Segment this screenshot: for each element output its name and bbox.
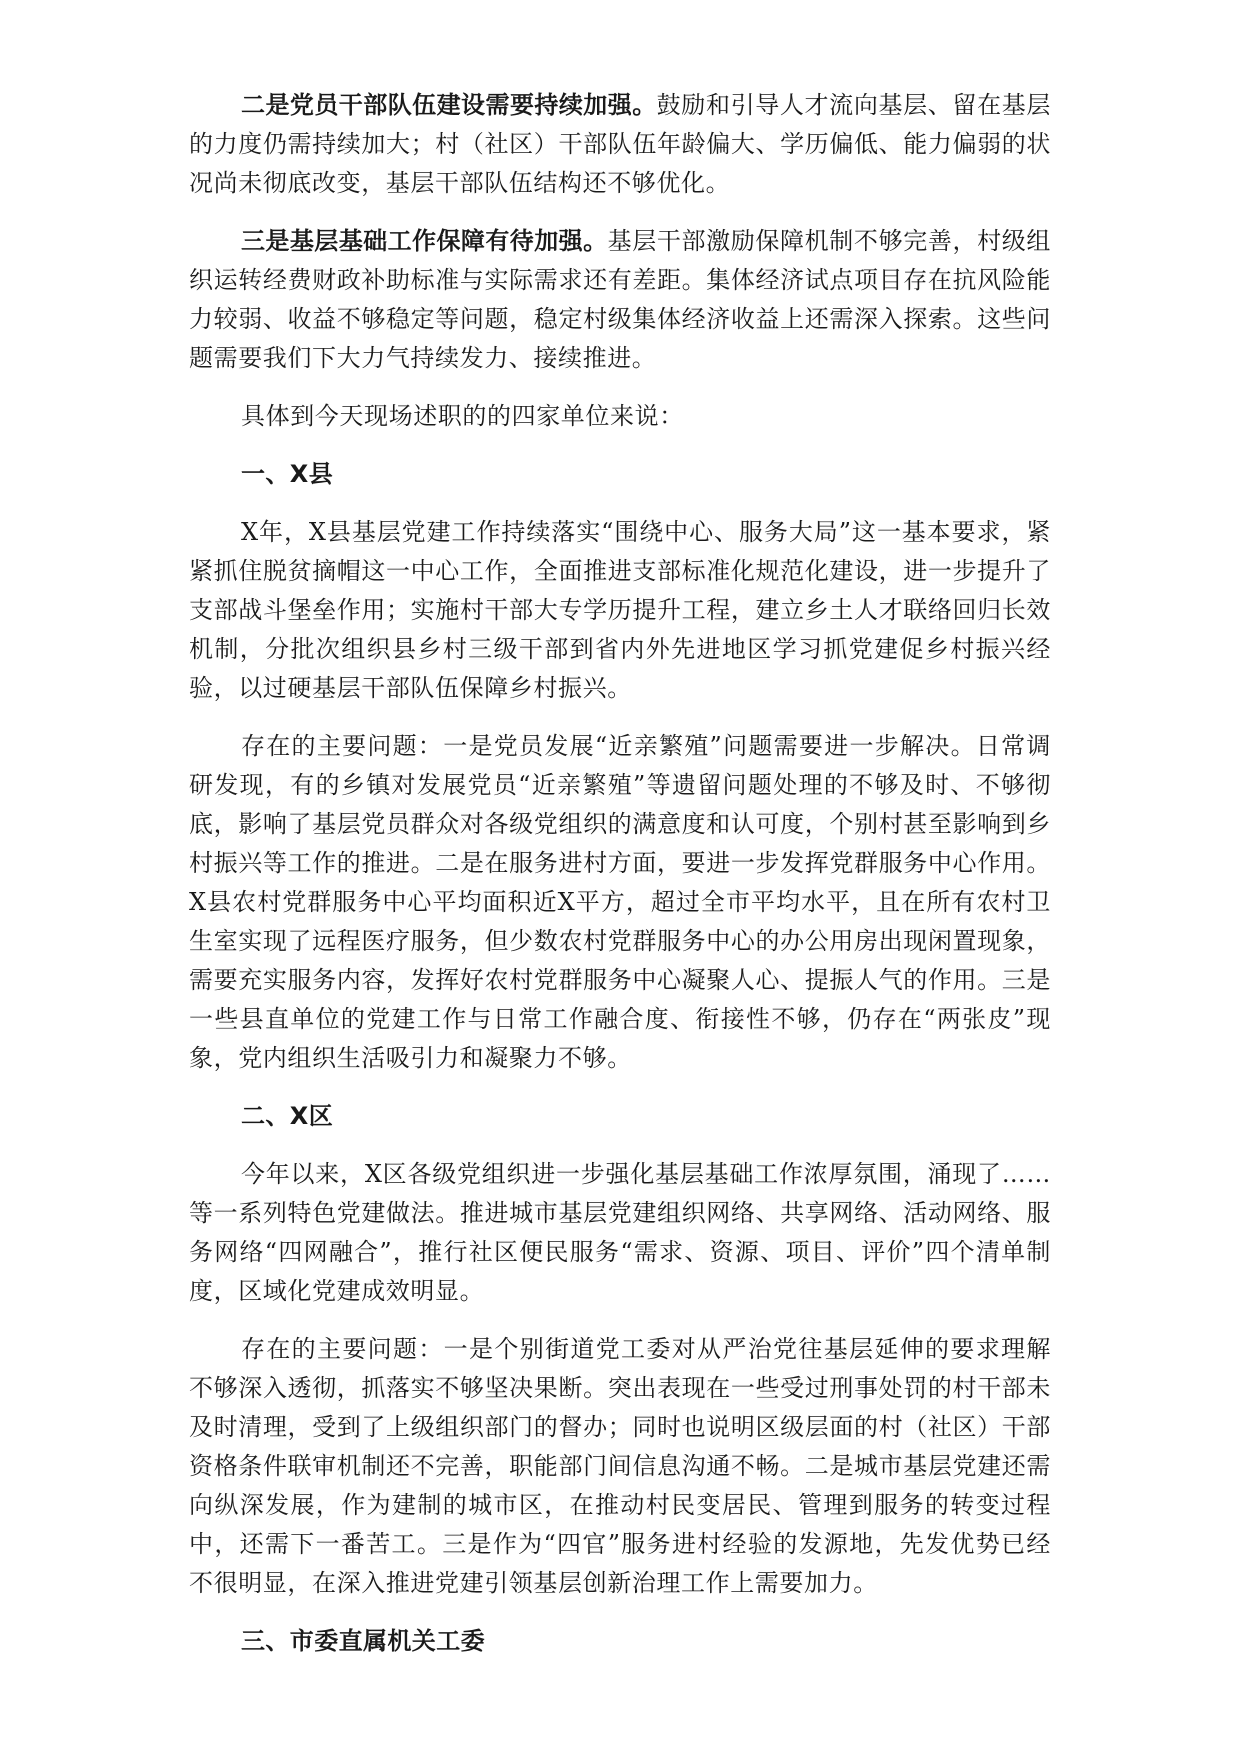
paragraph-district-summary <box>189 1155 1051 1311</box>
section-heading-county: 一、X县 <box>241 460 334 488</box>
paragraph-text: 存在的主要问题：一是党员发展“近亲繁殖”问题需要进一步解决。日常调研发现，有的乡镇对发展党员“近亲繁殖”等遗留问题处理的不够及时、不够彻底，影响了基层党员群众对各级党组织的满意度和认可度，个别村甚至影响到乡村振兴等工作的推进。二是在服务进村方面，要进一步发挥党群服务中心作用。X县农村党群服务中心平均面积近X平方，超过全市平均水平，且在所有农村卫生室实现了远程医疗服务，但少数农村党群服务中心的办公用房出现闲置现象，需要充实服务内容，发挥好农村党群服务中心凝聚人心、提振人气的作用。三是一些县直单位的党建工作与日常工作融合度、衔接性不够，仍存在“两张皮”现象，党内组织生活吸引力和凝聚力不够。 <box>189 732 1051 1072</box>
paragraph-text: 鼓励和引导人才流向基层、留在基层的力度仍需持续加大；村（社区）干部队伍年龄偏大、学历偏低、能力偏弱的状况尚未彻底改变，基层干部队伍结构还不够优化。 <box>189 91 1051 197</box>
paragraph-text: 存在的主要问题：一是个别街道党工委对从严治党往基层延伸的要求理解不够深入透彻，抓落实不够坚决果断。突出表现在一些受过刑事处罚的村干部未及时清理，受到了上级组织部门的督办；同时也说明区级层面的村（社区）干部资格条件联审机制还不完善，职能部门间信息沟通不畅。二是城市基层党建还需向纵深发展，作为建制的城市区，在推动村民变居民、管理到服务的转变过程中，还需下一番苦工。三是作为“四官”服务进村经验的发源地，先发优势已经不很明显，在深入推进党建引领基层创新治理工作上需要加力。 <box>189 1335 1051 1597</box>
paragraph-text: 今年以来，X区各级党组织进一步强化基层基础工作浓厚氛围，涌现了……等一系列特色党建做法。推进城市基层党建组织网络、共享网络、活动网络、服务网络“四网融合”，推行社区便民服务“需求、资源、项目、评价”四个清单制度，区域化党建成效明显。 <box>189 1160 1051 1305</box>
section-heading-municipal-committee: 三、市委直属机关工委 <box>241 1627 485 1655</box>
paragraph-text: 基层干部激励保障机制不够完善，村级组织运转经费财政补助标准与实际需求还有差距。集体经济试点项目存在抗风险能力较弱、收益不够稳定等问题，稳定村级集体经济收益上还需深入探索。这些问题需要我们下大力气持续发力、接续推进。 <box>189 227 1051 372</box>
document-body <box>189 86 1051 1680</box>
paragraph-county-summary <box>189 513 1051 708</box>
paragraph-county-problems <box>189 727 1051 1078</box>
section-heading-district: 二、X区 <box>241 1102 334 1130</box>
paragraph-district-problems <box>189 1330 1051 1603</box>
paragraph-lead: 二是党员干部队伍建设需要持续加强。 <box>241 91 657 119</box>
paragraph-text: 具体到今天现场述职的的四家单位来说： <box>241 402 684 430</box>
paragraph-grassroots-support <box>189 222 1051 378</box>
paragraph-lead: 三是基层基础工作保障有待加强。 <box>241 227 608 255</box>
paragraph-cadre-team <box>189 86 1051 203</box>
paragraph-text: X年，X县基层党建工作持续落实“围绕中心、服务大局”这一基本要求，紧紧抓住脱贫摘帽这一中心工作，全面推进支部标准化规范化建设，进一步提升了支部战斗堡垒作用；实施村干部大专学历提升工程，建立乡土人才联络回归长效机制，分批次组织县乡村三级干部到省内外先进地区学习抓党建促乡村振兴经验，以过硬基层干部队伍保障乡村振兴。 <box>189 518 1051 702</box>
paragraph-intro-four-units <box>189 397 1051 436</box>
